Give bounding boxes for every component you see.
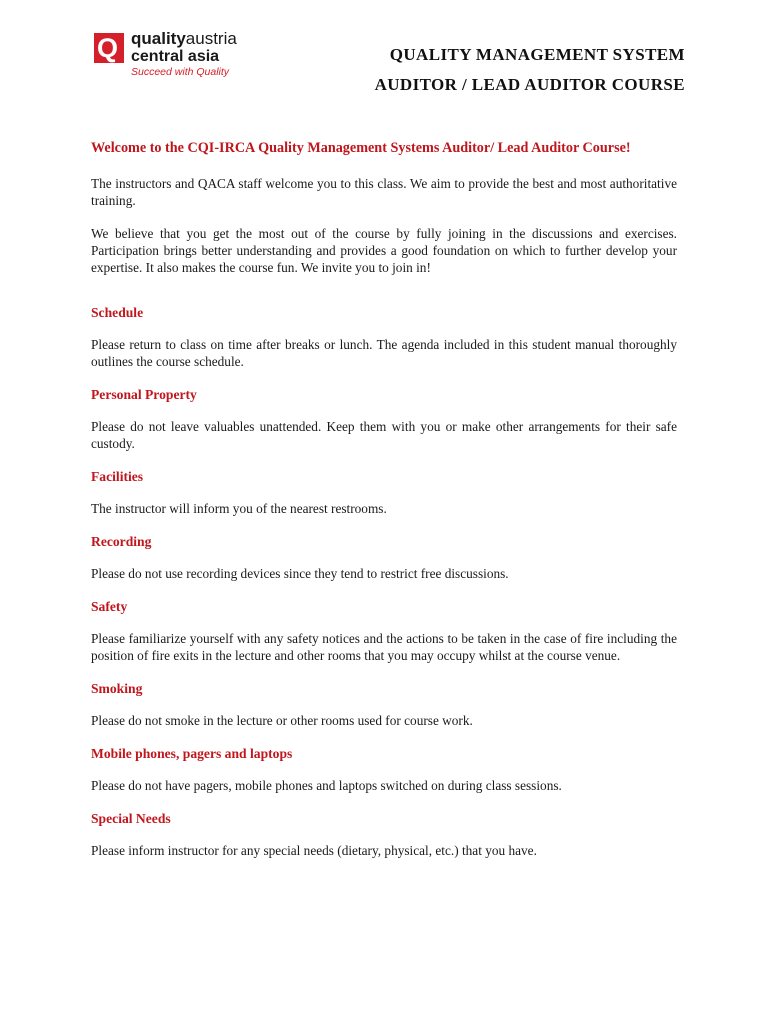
intro-paragraph-2: We believe that you get the most out of the course by fully joining in the discussions and exercises. Participation brings better understanding and provides a good foundation on which to further develop your expertise. It also makes the course fun. We invite you to join in! <box>91 226 677 275</box>
document-title-line2: AUDITOR / LEAD AUDITOR COURSE <box>374 75 685 94</box>
section-text-schedule: Please return to class on time after breaks or lunch. The agenda included in this student manual thoroughly outlines the course schedule. <box>91 337 677 369</box>
logo-brand-line <box>131 30 237 48</box>
logo-brand-rest: austria <box>185 29 237 48</box>
section-heading-safety: Safety <box>91 599 128 614</box>
section-heading-mobile-phones: Mobile phones, pagers and laptops <box>91 746 293 761</box>
logo-brand-bold: quality <box>131 29 186 48</box>
section-heading-schedule: Schedule <box>91 305 144 320</box>
section-text-smoking: Please do not smoke in the lecture or other rooms used for course work. <box>91 713 473 728</box>
section-heading-special-needs: Special Needs <box>91 811 171 826</box>
section-heading-smoking: Smoking <box>91 681 143 696</box>
section-heading-personal-property: Personal Property <box>91 387 197 402</box>
document-title <box>375 40 685 100</box>
section-text-personal-property: Please do not leave valuables unattended. Keep them with you or make other arrangements for their safe custody. <box>91 419 677 451</box>
company-logo <box>94 30 274 80</box>
document-body <box>91 140 677 875</box>
logo-mark-letter: Q <box>97 33 119 63</box>
intro-paragraph-1: The instructors and QACA staff welcome you to this class. We aim to provide the best and most authoritative training. <box>91 176 677 208</box>
section-heading-recording: Recording <box>91 534 152 549</box>
welcome-heading: Welcome to the CQI-IRCA Quality Management Systems Auditor/ Lead Auditor Course! <box>91 140 631 156</box>
logo-tagline: Succeed with Quality <box>131 66 230 78</box>
logo-region-line: central asia <box>131 48 220 65</box>
logo-q-mark <box>94 33 124 63</box>
section-text-mobile-phones: Please do not have pagers, mobile phones and laptops switched on during class sessions. <box>91 778 562 793</box>
section-text-facilities: The instructor will inform you of the nearest restrooms. <box>91 501 387 516</box>
section-heading-facilities: Facilities <box>91 469 144 484</box>
section-text-recording: Please do not use recording devices since they tend to restrict free discussions. <box>91 566 509 581</box>
section-text-safety: Please familiarize yourself with any safety notices and the actions to be taken in the case of fire including the position of fire exits in the lecture and other rooms that you may occupy whilst at the course venue. <box>91 631 677 663</box>
section-text-special-needs: Please inform instructor for any special needs (dietary, physical, etc.) that you have. <box>91 843 537 858</box>
document-title-line1: QUALITY MANAGEMENT SYSTEM <box>389 45 685 64</box>
